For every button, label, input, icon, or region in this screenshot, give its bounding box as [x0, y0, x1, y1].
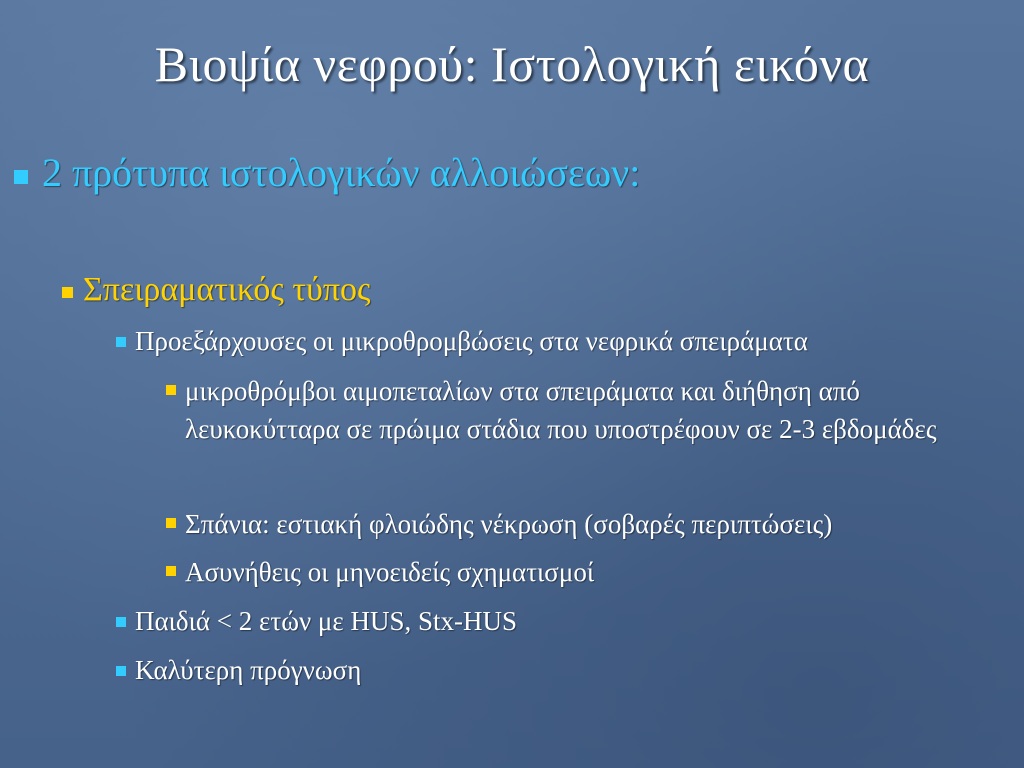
bullet-level4: [166, 505, 832, 543]
bullet-text: Ασυνήθεις οι μηνοειδείς σχηματισμοί: [185, 557, 595, 587]
bullet-text: Καλύτερη πρόγνωση: [135, 655, 362, 685]
bullet-level1: [14, 148, 640, 198]
square-bullet-icon: [166, 385, 176, 395]
square-bullet-icon: [166, 518, 176, 528]
bullet-text: 2 πρότυπα ιστολογικών αλλοιώσεων:: [42, 150, 641, 195]
bullet-text: μικροθρόμβοι αιμοπεταλίων στα σπειράματα και διήθηση από λευκοκύτταρα σε πρώιμα στάδια που υποστρέφουν σε 2-3 εβδομάδες: [185, 376, 937, 444]
bullet-level3: [116, 324, 808, 358]
square-bullet-icon: [166, 566, 176, 576]
bullet-text: Σπάνια: εστιακή φλοιώδης νέκρωση (σοβαρές περιπτώσεις): [185, 509, 833, 539]
square-bullet-icon: [62, 287, 73, 298]
square-bullet-icon: [116, 337, 126, 347]
slide-title: Βιοψία νεφρού: Ιστολογική εικόνα: [154, 36, 870, 92]
bullet-level3: [116, 604, 517, 638]
bullet-level4: [166, 553, 594, 591]
square-bullet-icon: [116, 666, 126, 676]
square-bullet-icon: [14, 170, 28, 184]
square-bullet-icon: [116, 617, 126, 627]
bullet-text: Σπειραματικός τύπος: [83, 271, 371, 308]
bullet-text: Παιδιά < 2 ετών με HUS, Stx-HUS: [135, 606, 518, 636]
bullet-text: Προεξάρχουσες οι μικροθρομβώσεις στα νεφρικά σπειράματα: [135, 326, 808, 356]
bullet-level2: [62, 270, 371, 310]
bullet-level4: [166, 372, 1015, 448]
bullet-level3: [116, 653, 361, 687]
